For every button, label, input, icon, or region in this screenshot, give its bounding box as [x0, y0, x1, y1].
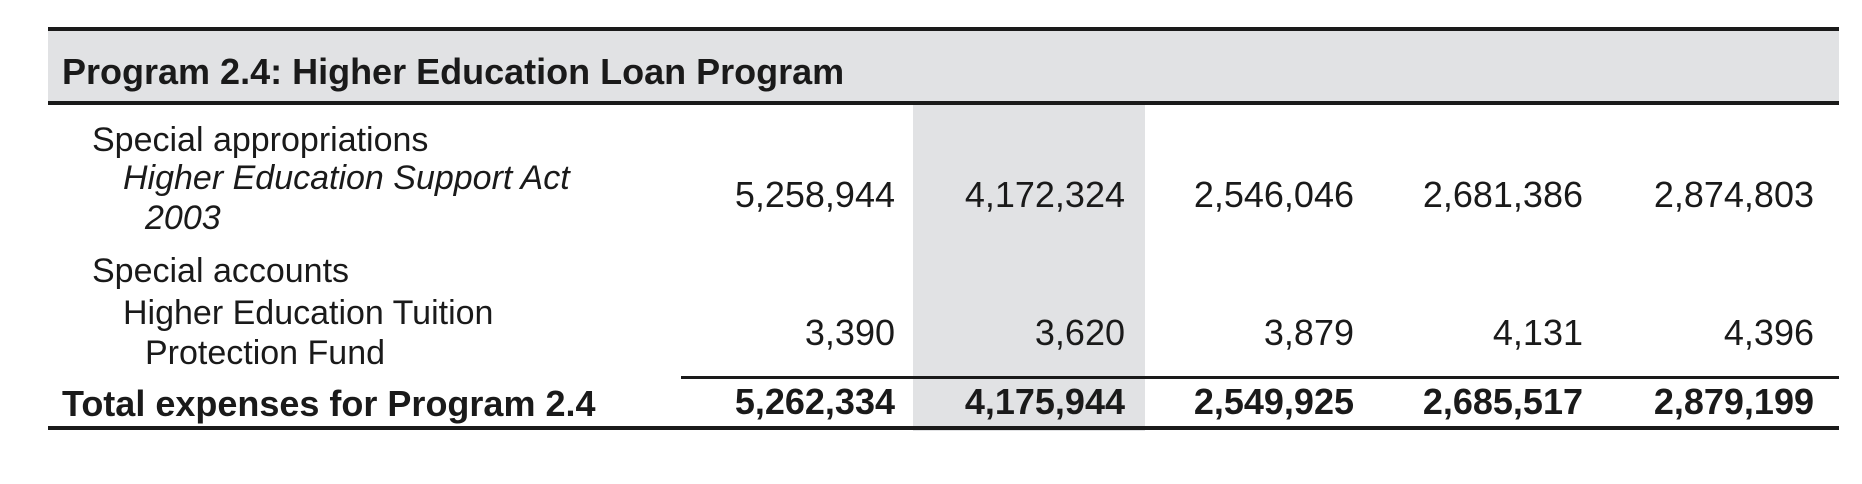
- total-value: 2,879,199: [1653, 381, 1814, 422]
- total-value: 5,262,334: [734, 381, 895, 422]
- total-label: Total expenses for Program 2.4: [62, 383, 596, 424]
- hesa-value: 2,874,803: [1653, 174, 1814, 215]
- tuition-fund-value: 4,131: [1492, 312, 1583, 353]
- hesa-label-line1: Higher Education Support Act: [123, 159, 570, 197]
- program-title: Program 2.4: Higher Education Loan Program: [62, 51, 845, 92]
- total-rule: [681, 376, 1839, 379]
- total-value: 2,685,517: [1422, 381, 1583, 422]
- tuition-fund-value: 3,390: [804, 312, 895, 353]
- total-value: 4,175,944: [964, 381, 1125, 422]
- hesa-value: 5,258,944: [734, 174, 895, 215]
- hesa-label-line2: 2003: [145, 199, 221, 237]
- hesa-value: 2,546,046: [1193, 174, 1354, 215]
- tuition-fund-value: 4,396: [1723, 312, 1814, 353]
- special-accounts-heading: Special accounts: [92, 252, 350, 290]
- tuition-fund-value: 3,620: [1034, 312, 1125, 353]
- total-value: 2,549,925: [1193, 381, 1354, 422]
- tuition-fund-label-line2: Protection Fund: [145, 334, 386, 372]
- tuition-fund-value: 3,879: [1263, 312, 1354, 353]
- tuition-fund-label-line1: Higher Education Tuition: [123, 294, 494, 332]
- special-appropriations-heading: Special appropriations: [92, 121, 429, 159]
- hesa-value: 2,681,386: [1422, 174, 1583, 215]
- hesa-value: 4,172,324: [964, 174, 1125, 215]
- bottom-rule: [48, 426, 1839, 430]
- title-band: [48, 31, 1839, 103]
